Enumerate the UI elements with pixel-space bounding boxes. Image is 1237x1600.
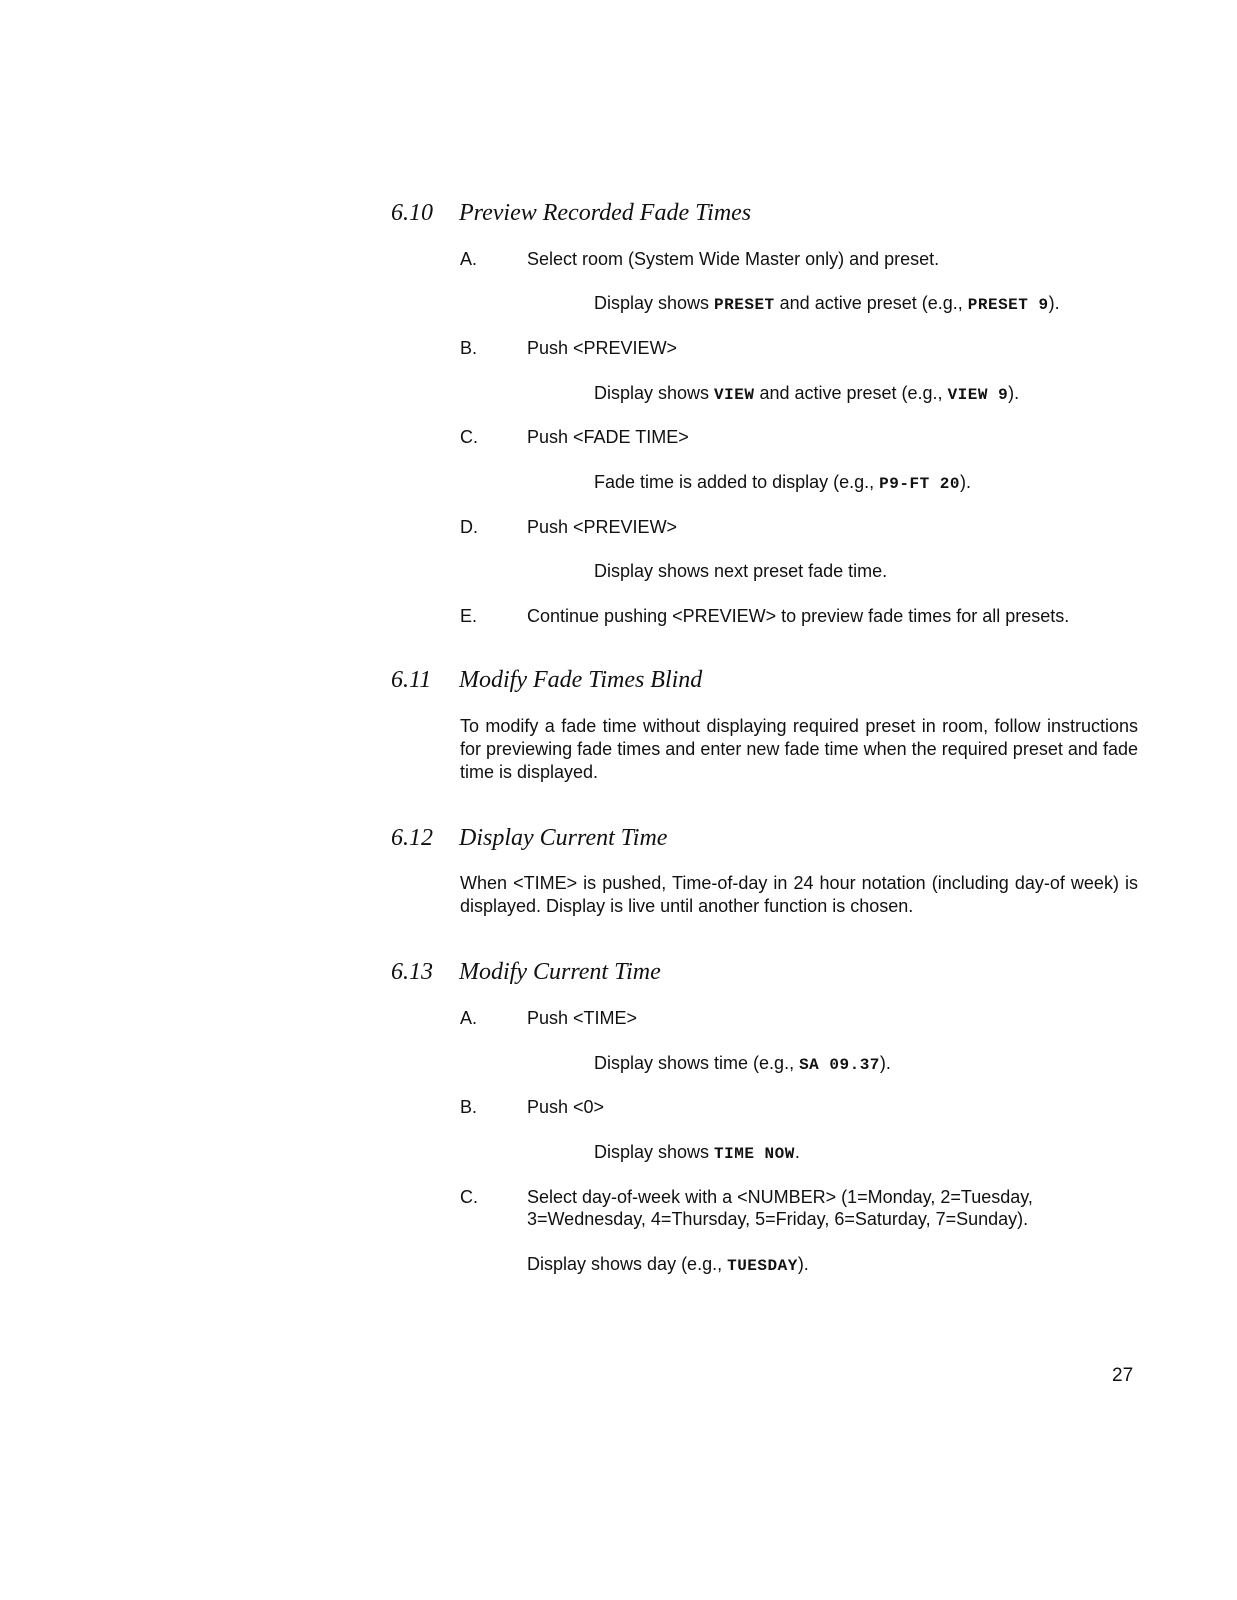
- step-text: Push <PREVIEW>: [527, 338, 678, 358]
- section-title: Modify Current Time: [459, 959, 661, 985]
- display-result: Fade time is added to display (e.g., P9-FT 20).: [594, 472, 971, 493]
- step-text: Select room (System Wide Master only) and preset.: [527, 249, 940, 269]
- section-number: 6.12: [391, 825, 433, 851]
- step-text: Push <FADE TIME>: [527, 427, 689, 447]
- section-number: 6.11: [391, 667, 432, 693]
- step-letter: C.: [460, 1187, 478, 1207]
- section-title: Preview Recorded Fade Times: [459, 200, 752, 226]
- step-text: Push <0>: [527, 1097, 605, 1117]
- display-code: VIEW: [714, 386, 755, 404]
- step-text: Select day-of-week with a <NUMBER> (1=Monday, 2=Tuesday,: [527, 1187, 1033, 1207]
- step-text: Push <PREVIEW>: [527, 517, 678, 537]
- section-number: 6.10: [391, 200, 433, 226]
- section-number: 6.13: [391, 959, 433, 985]
- step-letter: B.: [460, 1097, 478, 1117]
- section-body: When <TIME> is pushed, Time-of-day in 24 hour notation (including day-of week) is displayed. Display is live until another function is chosen.: [460, 873, 1138, 916]
- section-body: To modify a fade time without displaying required preset in room, follow instructions for previewing fade times and enter new fade time when the required preset and fade time is displayed.: [460, 716, 1138, 782]
- display-result: Display shows time (e.g., SA 09.37).: [594, 1053, 891, 1074]
- step-letter: A.: [460, 1008, 478, 1028]
- display-result: Display shows next preset fade time.: [594, 561, 888, 581]
- display-code: PRESET 9: [967, 296, 1049, 314]
- step-letter: A.: [460, 249, 478, 269]
- display-code: VIEW 9: [947, 386, 1009, 404]
- display-code: SA 09.37: [799, 1056, 880, 1074]
- page-number: 27: [1112, 1365, 1134, 1386]
- display-code: PRESET: [714, 296, 775, 314]
- display-result: Display shows PRESET and active preset (e.g., PRESET 9).: [594, 293, 1060, 314]
- step-letter: C.: [460, 427, 478, 447]
- section-title: Modify Fade Times Blind: [459, 667, 703, 693]
- step-letter: D.: [460, 517, 478, 537]
- display-code: TUESDAY: [727, 1257, 798, 1275]
- display-code: P9-FT 20: [879, 475, 960, 493]
- section-title: Display Current Time: [459, 825, 668, 851]
- display-result: Display shows day (e.g., TUESDAY).: [527, 1254, 809, 1275]
- display-result: Display shows VIEW and active preset (e.g., VIEW 9).: [594, 383, 1020, 404]
- display-result: Display shows TIME NOW.: [594, 1142, 800, 1163]
- step-text: 3=Wednesday, 4=Thursday, 5=Friday, 6=Saturday, 7=Sunday).: [527, 1209, 1029, 1229]
- display-code: TIME NOW: [714, 1145, 795, 1163]
- step-text: Push <TIME>: [527, 1008, 638, 1028]
- step-text: Continue pushing <PREVIEW> to preview fade times for all presets.: [527, 606, 1070, 626]
- step-letter: B.: [460, 338, 478, 358]
- step-letter: E.: [460, 606, 478, 626]
